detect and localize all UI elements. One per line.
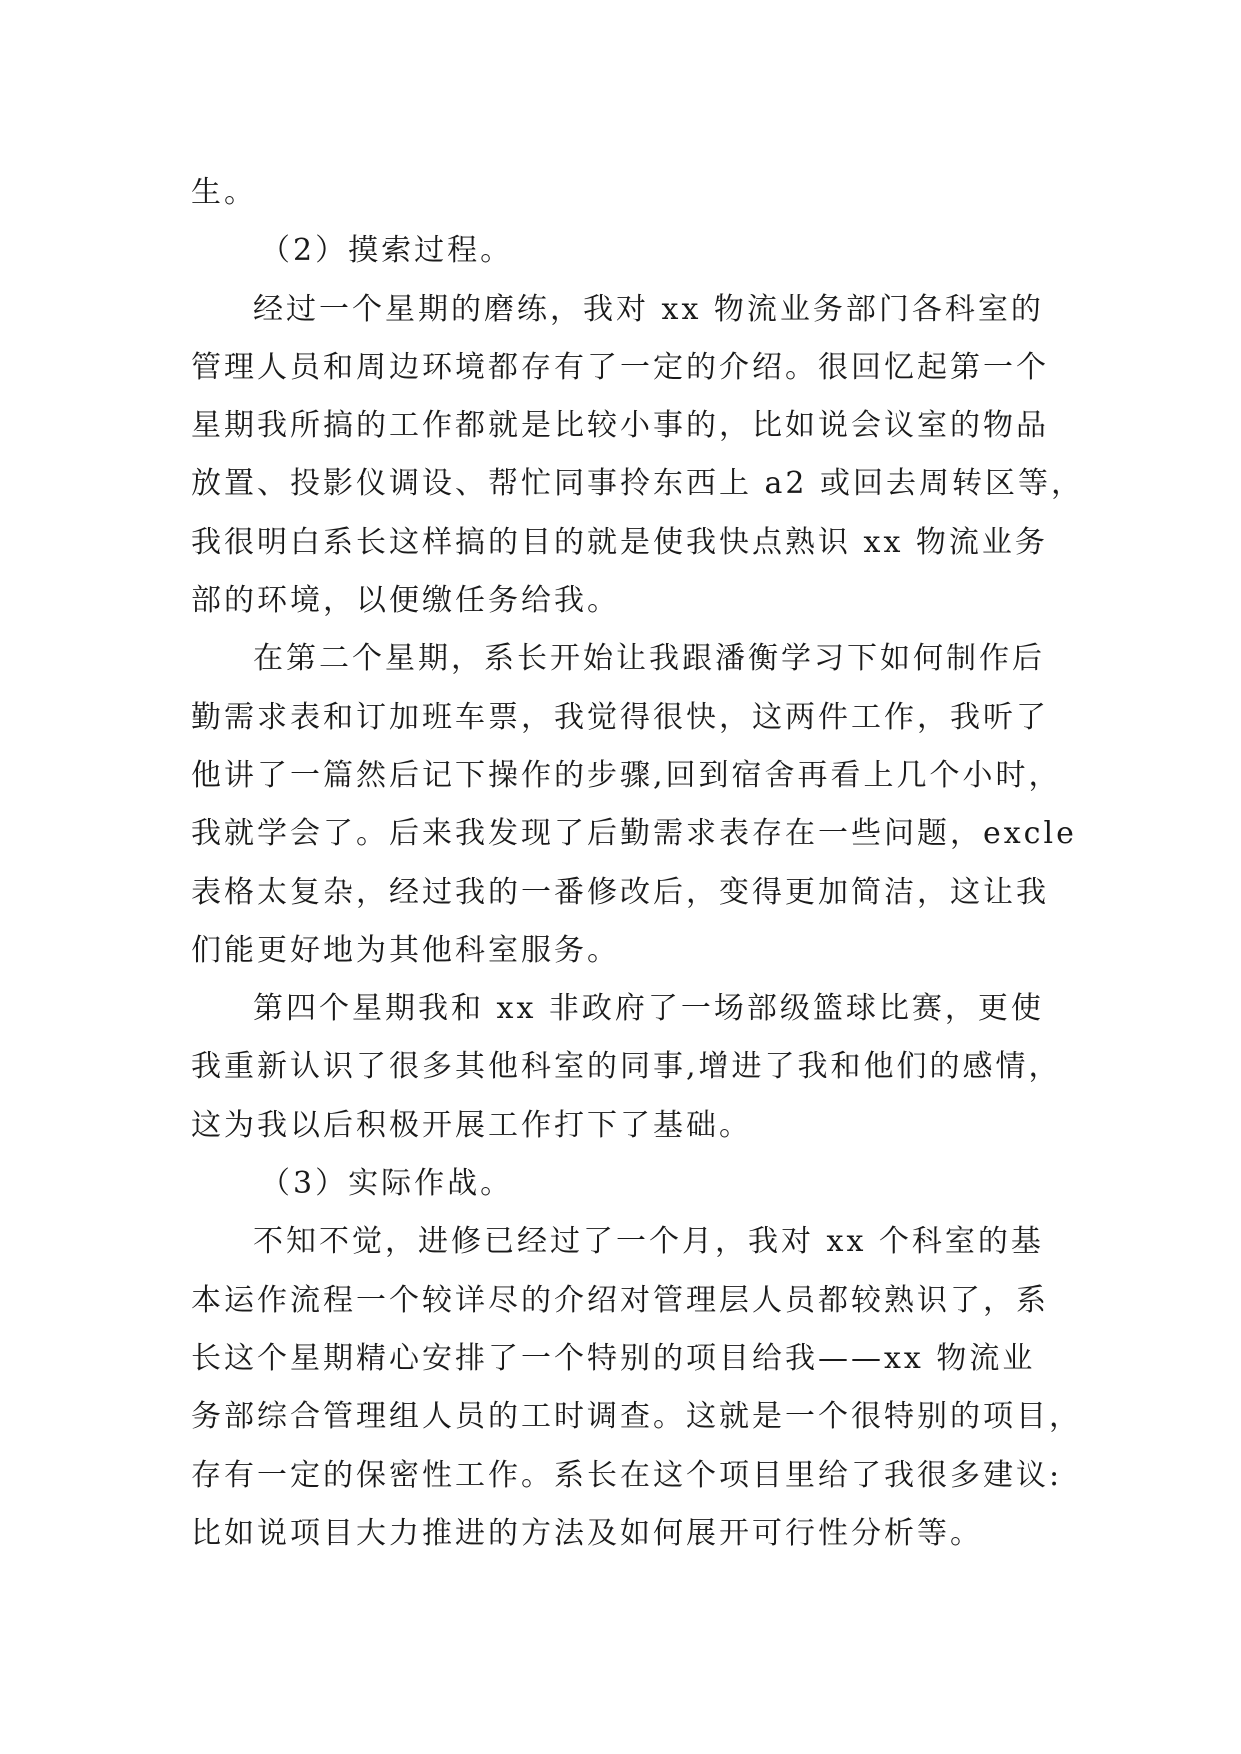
text-line: 放置、投影仪调设、帮忙同事拎东西上 a2 或回去周转区等， (191, 466, 1085, 502)
text-line: 部的环境，以便缴任务给我。 (191, 583, 620, 619)
text-line: 务部综合管理组人员的工时调查。这就是一个很特别的项目， (191, 1399, 1082, 1435)
text-line: 本运作流程一个较详尽的介绍对管理层人员都较熟识了，系 (191, 1282, 1049, 1318)
text-line: 经过一个星期的磨练，我对 xx 物流业务部门各科室的 (253, 291, 1044, 327)
text-line: 不知不觉，进修已经过了一个月，我对 xx 个科室的基 (253, 1224, 1044, 1260)
text-line: 他讲了一篇然后记下操作的步骤,回到宿舍再看上几个小时， (191, 757, 1062, 793)
text-line: 星期我所搞的工作都就是比较小事的，比如说会议室的物品 (191, 408, 1049, 444)
text-line: 这为我以后积极开展工作打下了基础。 (191, 1107, 752, 1143)
text-line: 第四个星期我和 xx 非政府了一场部级篮球比赛，更使 (253, 991, 1044, 1027)
text-line: 我就学会了。后来我发现了后勤需求表存在一些问题，excle (191, 816, 1077, 852)
section-heading: （3）实际作战。 (260, 1166, 514, 1202)
text-line: 比如说项目大力推进的方法及如何展开可行性分析等。 (191, 1515, 983, 1551)
text-line: 长这个星期精心安排了一个特别的项目给我——xx 物流业 (191, 1340, 1036, 1376)
document-body (191, 164, 1085, 1563)
text-line: 管理人员和周边环境都存有了一定的介绍。很回忆起第一个 (191, 349, 1049, 385)
text-line: 我很明白系长这样搞的目的就是使我快点熟识 xx 物流业务 (191, 524, 1048, 560)
text-line: 在第二个星期，系长开始让我跟潘衡学习下如何制作后 (253, 641, 1045, 677)
section-heading: （2）摸索过程。 (260, 233, 514, 269)
text-line: 勤需求表和订加班车票，我觉得很快，这两件工作，我听了 (191, 699, 1049, 735)
text-line: 表格太复杂，经过我的一番修改后，变得更加简洁，这让我 (191, 874, 1049, 910)
text-line: 们能更好地为其他科室服务。 (191, 932, 620, 968)
text-line: 我重新认识了很多其他科室的同事,增进了我和他们的感情， (191, 1049, 1062, 1085)
text-line: 存有一定的保密性工作。系长在这个项目里给了我很多建议: (191, 1457, 1063, 1493)
text-line: 生。 (191, 175, 257, 210)
